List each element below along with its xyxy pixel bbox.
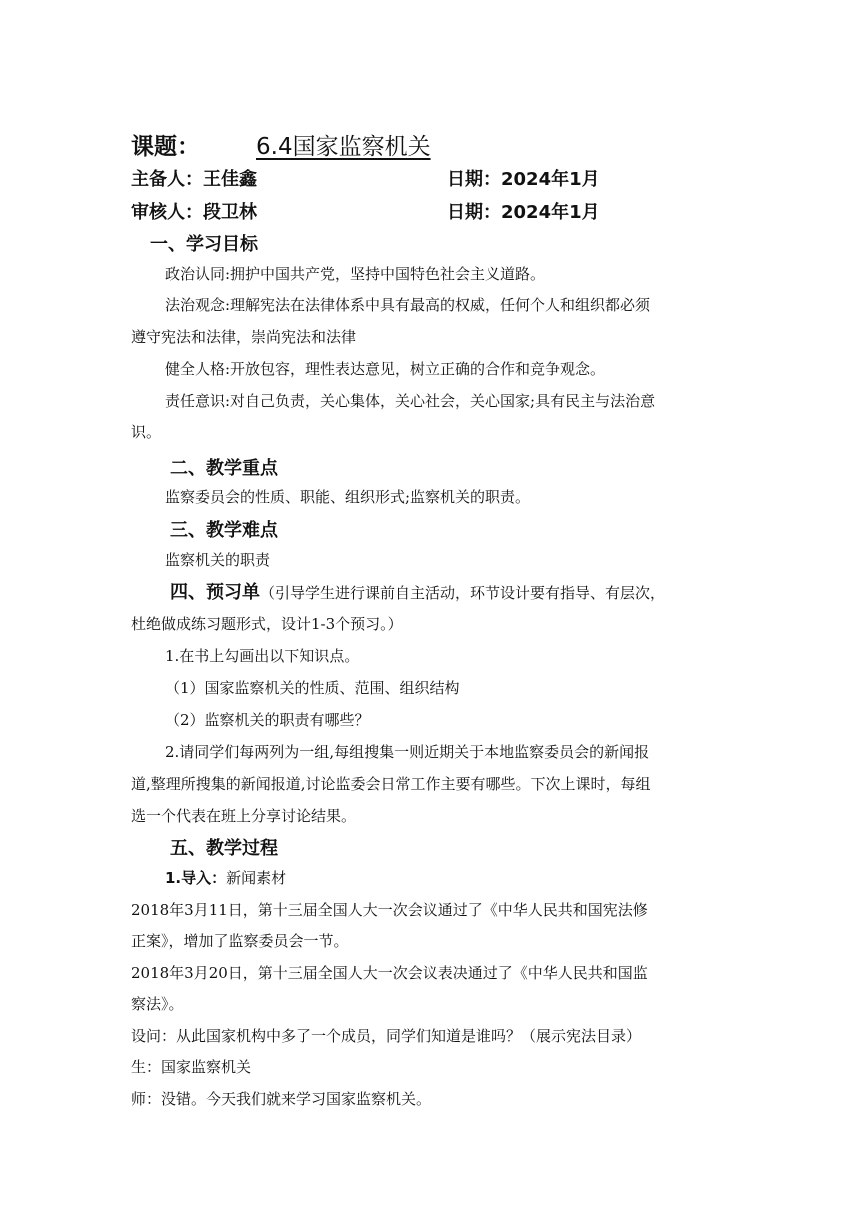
news-2-line1: 2018年3月20日，第十三届全国人大一次会议表决通过了《中华人民共和国监 [131, 964, 648, 982]
prepare-date-label: 日期： [447, 169, 501, 190]
intro-row [165, 863, 286, 893]
preparer-label: 主备人： [131, 169, 203, 190]
preparer-name: 王佳鑫 [203, 169, 257, 190]
section-heading-difficulties: 三、教学难点 [170, 520, 278, 541]
preview-task-2-line1: 2.请同学们每两列为一组,每组搜集一则近期关于本地监察委员会的新闻报 [165, 743, 650, 761]
preview-note-line2: 杜绝做成练习题形式，设计1-3个预习。） [131, 615, 403, 633]
objective-legal-line1: 法治观念:理解宪法在法律体系中具有最高的权威，任何个人和组织都必须 [165, 296, 651, 314]
teacher-response: 师：没错。今天我们就来学习国家监察机关。 [131, 1090, 432, 1108]
review-date-label: 日期： [447, 202, 501, 223]
objective-legal-line2: 遵守宪法和法律，崇尚宪法和法律 [131, 328, 357, 346]
section-heading-objectives: 一、学习目标 [150, 234, 258, 255]
student-answer: 生：国家监察机关 [131, 1058, 252, 1076]
preview-task-1: 1.在书上勾画出以下知识点。 [165, 647, 360, 665]
lesson-title-value: 6.4国家监察机关 [256, 134, 431, 160]
section-heading-preview: 四、预习单 [170, 582, 260, 603]
objective-personality: 健全人格:开放包容，理性表达意见，树立正确的合作和竞争观念。 [165, 360, 606, 378]
section-heading-key-points: 二、教学重点 [170, 458, 278, 479]
prepare-date-row [447, 165, 600, 191]
objective-political: 政治认同:拥护中国共产党，坚持中国特色社会主义道路。 [165, 265, 546, 283]
objective-responsibility-line1: 责任意识:对自己负责，关心集体，关心社会，关心国家;具有民主与法治意 [165, 392, 656, 410]
preview-task-1-item-2: （2）监察机关的职责有哪些？ [165, 711, 370, 729]
lesson-title-row [131, 128, 451, 161]
reviewer-name: 段卫林 [203, 202, 257, 223]
section-heading-preview-row [170, 578, 665, 604]
intro-label: 1.导入： [165, 869, 227, 887]
question-line: 设问：从此国家机构中多了一个成员，同学们知道是谁吗？（展示宪法目录） [131, 1027, 642, 1045]
objective-responsibility-line2: 识。 [131, 423, 162, 441]
reviewer-row [131, 198, 257, 224]
lesson-title-label: 课题： [131, 134, 200, 160]
preview-task-2-line2: 道,整理所搜集的新闻报道,讨论监委会日常工作主要有哪些。下次上课时，每组 [131, 775, 651, 793]
preview-task-1-item-1: （1）国家监察机关的性质、范围、组织结构 [165, 679, 460, 697]
review-date-row [447, 198, 600, 224]
review-date: 2024年1月 [501, 202, 600, 223]
preview-note-line1: （引导学生进行课前自主活动，环节设计要有指导、有层次， [260, 584, 666, 602]
prepare-date: 2024年1月 [501, 169, 600, 190]
news-1-line1: 2018年3月11日，第十三届全国人大一次会议通过了《中华人民共和国宪法修 [131, 901, 648, 919]
news-1-line2: 正案》，增加了监察委员会一节。 [131, 932, 349, 950]
section-heading-process: 五、教学过程 [170, 838, 278, 859]
preparer-row [131, 165, 257, 191]
intro-value: 新闻素材 [226, 869, 287, 887]
difficulties-text: 监察机关的职责 [165, 551, 271, 569]
news-2-line2: 察法》。 [131, 995, 184, 1013]
reviewer-label: 审核人： [131, 202, 203, 223]
key-points-text: 监察委员会的性质、职能、组织形式;监察机关的职责。 [165, 488, 531, 506]
preview-task-2-line3: 选一个代表在班上分享讨论结果。 [131, 807, 357, 825]
